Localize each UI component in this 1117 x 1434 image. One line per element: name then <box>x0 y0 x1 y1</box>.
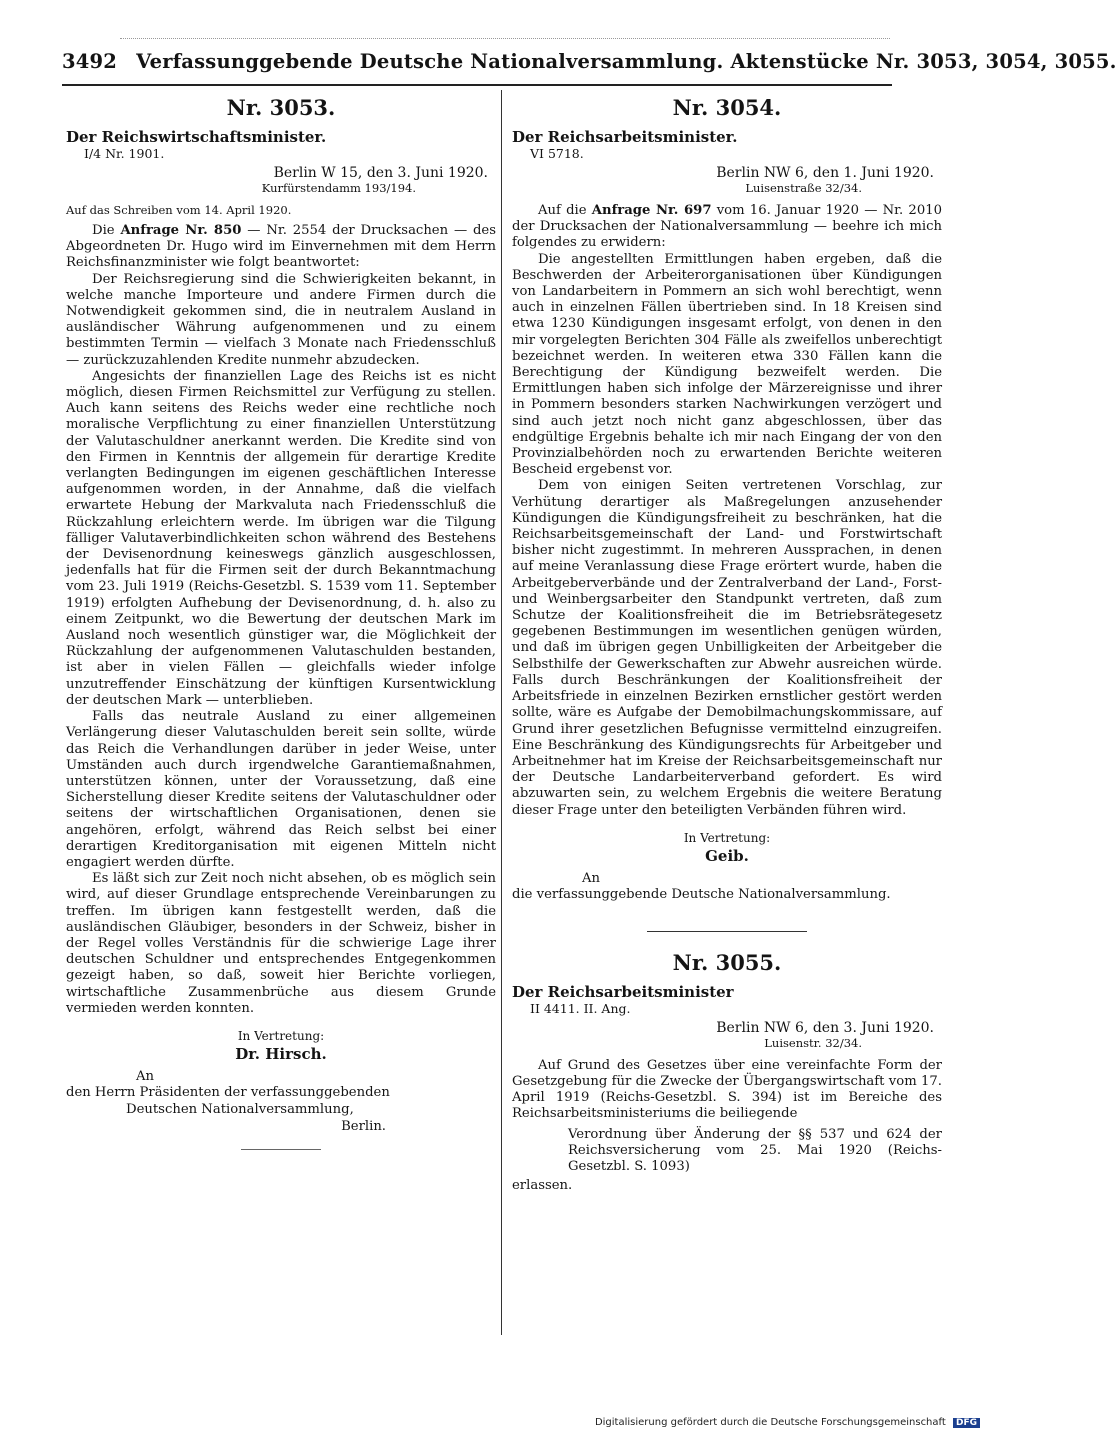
doc-3055-ref: II 4411. II. Ang. <box>530 1000 631 1016</box>
doc-3053-recipient-line-1: den Herrn Präsidenten der verfassunggebenden <box>66 1084 390 1100</box>
doc-3054-number: Nr. 3054. <box>672 95 782 120</box>
doc-3053-signature-prefix: In Vertretung: <box>237 1028 325 1043</box>
inquiry-number: Anfrage Nr. 697 <box>591 203 712 218</box>
footer-text: Digitalisierung gefördert durch die Deutsche Forschungsgemeinschaft <box>594 1417 946 1428</box>
doc-3055-number: Nr. 3055. <box>672 949 782 975</box>
doc-3054-paragraph-3: Dem von einigen Seiten vertretenen Vorschlag, zur Verhütung derartiger als Maßregelungen anzusehender Kündigungen die Kündigungsfreiheit zu beschränken, hat die Reichsarbeitsgemeinschaft der Land- und Forstwirtschaft bisher nicht zugestimmt. In mehreren Aussprachen, in denen auf meine Veranlassung diese Frage erörtert wurde, haben die Arbeitgeberverbände und der Zentralverband der Land-, Forst- und Weinbergsarbeiter den Standpunkt vertreten, daß zum Schutze der Koalitionsfreiheit die im Betriebsrätegesetz gegebenen Bestimmungen im wesentlichen genügen würden, und daß im übrigen gegen Unbilligkeiten der Arbeitgeber die Selbsthilfe der Gewerkschaften zur Abwehr ausreichen würde. Falls durch Beschränkungen der Koalitionsfreiheit der Arbeitsfriede in einzelnen Bezirken ernstlicher gestört werden sollte, wäre es Aufgabe der Demobilmachungskommissare, auf Grund ihrer gesetzlichen Befugnisse vermittelnd einzugreifen. Eine Beschränkung des Kündigungsrechts für Arbeitgeber und Arbeitnehmer hat im Kreise der Reichsarbeitsgemeinschaft nur der Deutsche Landarbeiterverband gefordert. Es wird abzuwarten sein, zu welchem Ergebnis die weitere Beratung dieser Frage unter den beteiligten Verbänden führen wird. <box>512 478 942 818</box>
doc-3053-recipient-an: An <box>136 1068 155 1084</box>
doc-3053-paragraph-4: Falls das neutrale Ausland zu einer allgemeinen Verlängerung dieser Valutaschulden bereit sein sollte, würde das Reich die Verhandlungen darüber in jeder Weise, unter Umständen auch durch irgendwelche Garantiemaßnahmen, unterstützen können, unter der Voraussetzung, daß eine Sicherstellung dieser Kredite seitens der Valutaschuldner oder seitens der wirtschaftlichen Organisationen, denen sie angehören, erfolgt, während das Reich selbst bei einer derartigen Kreditorganisation mit eigenen Mitteln nicht engagiert werden dürfte. <box>66 709 496 870</box>
doc-3053-paragraph-3: Angesichts der finanziellen Lage des Reichs ist es nicht möglich, diesen Firmen Reichsmittel zur Verfügung zu stellen. Auch kann seitens des Reichs weder eine rechtliche noch moralische Verpflichtung zu einer finanziellen Unterstützung der Valutaschuldner anerkannt werden. Die Kredite sind von den Firmen in Kenntnis der allgemein für derartige Kredite verlangten Bedingungen im eigenen geschäftlichen Interesse aufgenommen worden, in der Annahme, daß die vielfach erwartete Hebung der Markvaluta nach Friedensschluß die Rückzahlung erleichtern werde. Im übrigen war die Tilgung fälliger Valutaverbindlichkeiten schon während des Bestehens der Devisenordnung keineswegs gänzlich ausgeschlossen, jedenfalls hat für die Firmen seit der durch Bekanntmachung vom 23. Juli 1919 (Reichs-Gesetzbl. S. 1539 vom 11. September 1919) erfolgten Aufhebung der Devisenordnung, d. h. also zu einem Zeitpunkt, wo die Bewertung der deutschen Mark im Ausland noch wesentlich günstiger war, die Möglichkeit der Rückzahlung der aufgenommenen Valutaschulden bestanden, ist aber in vielen Fällen — gleichfalls wieder infolge unzutreffender Einschätzung der künftigen Kursentwicklung der deutschen Mark — unterblieben. <box>66 368 496 708</box>
doc-3053-reference-letter: Auf das Schreiben vom 14. April 1920. <box>66 203 292 217</box>
doc-3055-place-date: Berlin NW 6, den 3. Juni 1920. <box>716 1019 934 1036</box>
doc-3054-ref: VI 5718. <box>530 146 584 161</box>
page-header <box>62 50 1117 86</box>
doc-3054-recipient-line-1: die verfassunggebende Deutsche Nationalversammlung. <box>512 886 891 902</box>
doc-3053-signature: Dr. Hirsch. <box>235 1044 327 1063</box>
doc-3053-address: Kurfürstendamm 193/194. <box>261 181 416 195</box>
doc-3055-address: Luisenstr. 32/34. <box>764 1035 862 1050</box>
doc-3055-sender: Der Reichsarbeitsminister <box>512 982 734 1001</box>
doc-3053-paragraph-5: Es läßt sich zur Zeit noch nicht absehen, ob es möglich sein wird, auf dieser Grundlage entsprechende Vereinbarungen zu treffen. Im übrigen kann festgestellt werden, daß die ausländischen Gläubiger, besonders in der Schweiz, bisher in der Regel volles Verständnis für die schwierige Lage ihrer deutschen Schuldner und entsprechendes Entgegenkommen gezeigt haben, so daß, soweit hier Berichte vorliegen, wirtschaftliche Zusammenbrüche aus diesem Grunde vermieden werden konnten. <box>66 871 496 1016</box>
doc-3053-recipient-line-3: Berlin. <box>341 1118 386 1134</box>
doc-3054-sender: Der Reichsarbeitsminister. <box>512 128 738 146</box>
doc-3054-signature: Geib. <box>705 846 749 865</box>
doc-3053-paragraph-1: Die Anfrage Nr. 850 — Nr. 2554 der Drucksachen — des Abgeordneten Dr. Hugo wird im Einvernehmen mit dem Herrn Reichsfinanzminister wie folgt beantwortet: <box>66 223 496 271</box>
column-divider <box>501 90 502 1335</box>
doc-3054-signature-prefix: In Vertretung: <box>683 830 771 845</box>
dfg-logo: DFG <box>953 1418 980 1428</box>
end-rule <box>241 1149 321 1150</box>
right-column <box>512 95 942 1194</box>
scan-artifact <box>120 38 890 43</box>
doc-3055-ordinance-title: Verordnung über Änderung der §§ 537 und 624 der Reichsversicherung vom 25. Mai 1920 (Reichs-Gesetzbl. S. 1093) <box>568 1126 942 1174</box>
doc-3054-address: Luisenstraße 32/34. <box>745 181 862 195</box>
inquiry-number: Anfrage Nr. 850 <box>120 223 242 238</box>
footer-credit <box>595 1417 980 1428</box>
doc-3053-number: Nr. 3053. <box>226 95 336 120</box>
doc-3055-paragraph-1: Auf Grund des Gesetzes über eine vereinfachte Form der Gesetzgebung für die Zwecke der Übergangswirtschaft vom 17. April 1919 (Reichs-Gesetzbl. S. 394) ist im Bereiche des Reichsarbeitsministeriums die beiliegende <box>512 1057 942 1122</box>
left-column <box>66 95 496 1150</box>
doc-3053-ref: I/4 Nr. 1901. <box>84 146 165 161</box>
header-title: Verfassunggebende Deutsche Nationalversammlung. Aktenstücke Nr. 3053, 3054, 3055. <box>136 50 1117 73</box>
doc-3054-paragraph-1: Auf die Anfrage Nr. 697 vom 16. Januar 1920 — Nr. 2010 der Drucksachen der Nationalversammlung — beehre ich mich folgendes zu erwidern: <box>512 203 942 251</box>
doc-3053-recipient-line-2: Deutschen Nationalversammlung, <box>126 1101 354 1117</box>
section-divider <box>647 931 807 932</box>
doc-3054-paragraph-2: Die angestellten Ermittlungen haben ergeben, daß die Beschwerden der Arbeiterorganisationen über Kündigungen von Landarbeitern in Pommern an sich wohl berechtigt, wenn auch in einzelnen Fällen übertrieben sind. In 18 Kreisen sind etwa 1230 Kündigungen insgesamt erfolgt, von denen in den mir vorgelegten Berichten 304 Fälle als zweifellos unberechtigt bezeichnet werden. In weiteren etwa 330 Fällen kann die Berechtigung der Kündigung bezweifelt werden. Die Ermittlungen haben sich infolge der Märzereignisse und ihrer in Pommern besonders starken Nachwirkungen verzögert und sind auch jetzt noch nicht ganz abgeschlossen, über das endgültige Ergebnis behalte ich mir nach Eingang der von den Provinzialbehörden noch zu erwartenden Berichte weiteren Bescheid ergebenst vor. <box>512 251 942 478</box>
doc-3053-paragraph-2: Der Reichsregierung sind die Schwierigkeiten bekannt, in welche manche Importeure und andere Firmen durch die Notwendigkeit gekommen sind, die in neutralem Ausland in ausländischer Währung aufgenommenen und zu einem bestimmten Termin — vielfach 3 Monate nach Friedensschluß — zurückzuzahlenden Kredite nunmehr abzudecken. <box>66 271 496 368</box>
doc-3053-sender: Der Reichswirtschaftsminister. <box>66 128 327 146</box>
page-number: 3492 <box>62 50 118 73</box>
doc-3055-closing: erlassen. <box>512 1178 573 1194</box>
doc-3054-place-date: Berlin NW 6, den 1. Juni 1920. <box>716 165 934 181</box>
doc-3053-place-date: Berlin W 15, den 3. Juni 1920. <box>273 165 488 181</box>
doc-3054-recipient-an: An <box>582 870 601 886</box>
